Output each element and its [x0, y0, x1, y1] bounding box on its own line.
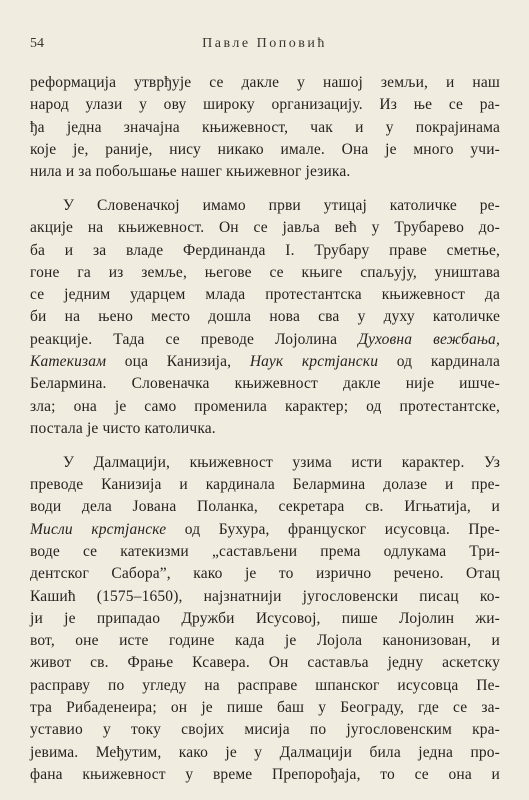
- text-line: реакције. Тада се преводе Лојолина Духовна вежбања,: [30, 330, 500, 348]
- text-line: Белармина. Словеначка књижевност дакле није ишче-: [30, 375, 500, 393]
- text-line: води дела Јована Поланка, секретара св. Игњатија, и: [30, 498, 500, 516]
- text-line: У Словеначкој имамо први утицај католичке ре-: [63, 196, 500, 214]
- text-line: фана књижевност у време Препорођаја, то се она и: [30, 765, 500, 783]
- text-line: вот, оне исте године када је Лојола канонизован, и: [30, 632, 500, 650]
- page-header: [30, 36, 499, 58]
- text-line: се једним ударцем млада протестантска књижевност да: [30, 286, 500, 304]
- text-line: ба и за владе Фердинанда I. Трубару праве сметње,: [30, 241, 500, 259]
- text-line: дентског Сабора”, како је то изрично речено. Отац: [30, 565, 500, 583]
- text-line: народ улази у ову широку организацију. Из ње се ра-: [30, 96, 500, 114]
- text-line: расправу по угледу на расправе шпанског исусовца Пе-: [30, 676, 500, 694]
- text-line: Кашић (1575–1650), најзнатнији југословенски писац ко-: [30, 587, 500, 605]
- text-line: живот св. Фрање Ксавера. Он саставља једну аскетску: [30, 654, 500, 672]
- text-line: уставио у току својих мисија по југословенским кра-: [30, 721, 500, 739]
- text-line: акције на књижевност. Он се јавља већ у Трубарево до-: [30, 219, 500, 237]
- text-line: ђа једна значајна књижевност, чак и у покрајинама: [30, 118, 500, 136]
- text-line: постала је чисто католичка.: [30, 419, 216, 437]
- text-line: У Далмацији, књижевност узима исти карактер. Уз: [63, 453, 500, 471]
- text-line: нила и за побољшање нашег књижевног језика.: [30, 163, 351, 181]
- paragraph: [30, 72, 500, 183]
- text-line: зла; она је само променила карактер; од протестантске,: [30, 397, 500, 415]
- text-line: Мисли крстјанске од Бухура, француског исусовца. Пре-: [30, 520, 500, 538]
- text-line: јевима. Међутим, како је у Далмацији била једна про-: [30, 743, 500, 761]
- page-body: [30, 72, 500, 786]
- page-number: 54: [30, 36, 44, 51]
- text-line: ји је припадао Дружби Исусовој, пише Лојолин жи-: [30, 609, 500, 627]
- text-line: преводе Канизија и кардинала Белармина долазе и пре-: [30, 476, 500, 494]
- text-line: тра Рибаденеира; он је пише баш у Београду, где се за-: [30, 699, 500, 717]
- paragraph: [30, 452, 500, 786]
- text-line: које је, раније, нису никако имале. Она је много учи-: [30, 140, 500, 158]
- text-line: би на њено место дошла нова сва у духу католичке: [30, 308, 500, 326]
- text-line: гоне га из земље, његове се књиге спаљују, уништава: [30, 263, 500, 281]
- running-title: Павле Поповић: [202, 36, 327, 51]
- text-line: воде се катекизми „састављени према одлукама Три-: [30, 542, 500, 560]
- text-line: реформација утврђује се дакле у нашој земљи, и наш: [30, 74, 500, 91]
- paragraph: [30, 195, 500, 440]
- text-line: Катекизам оца Канизија, Наук крстјански од кардинала: [30, 353, 501, 371]
